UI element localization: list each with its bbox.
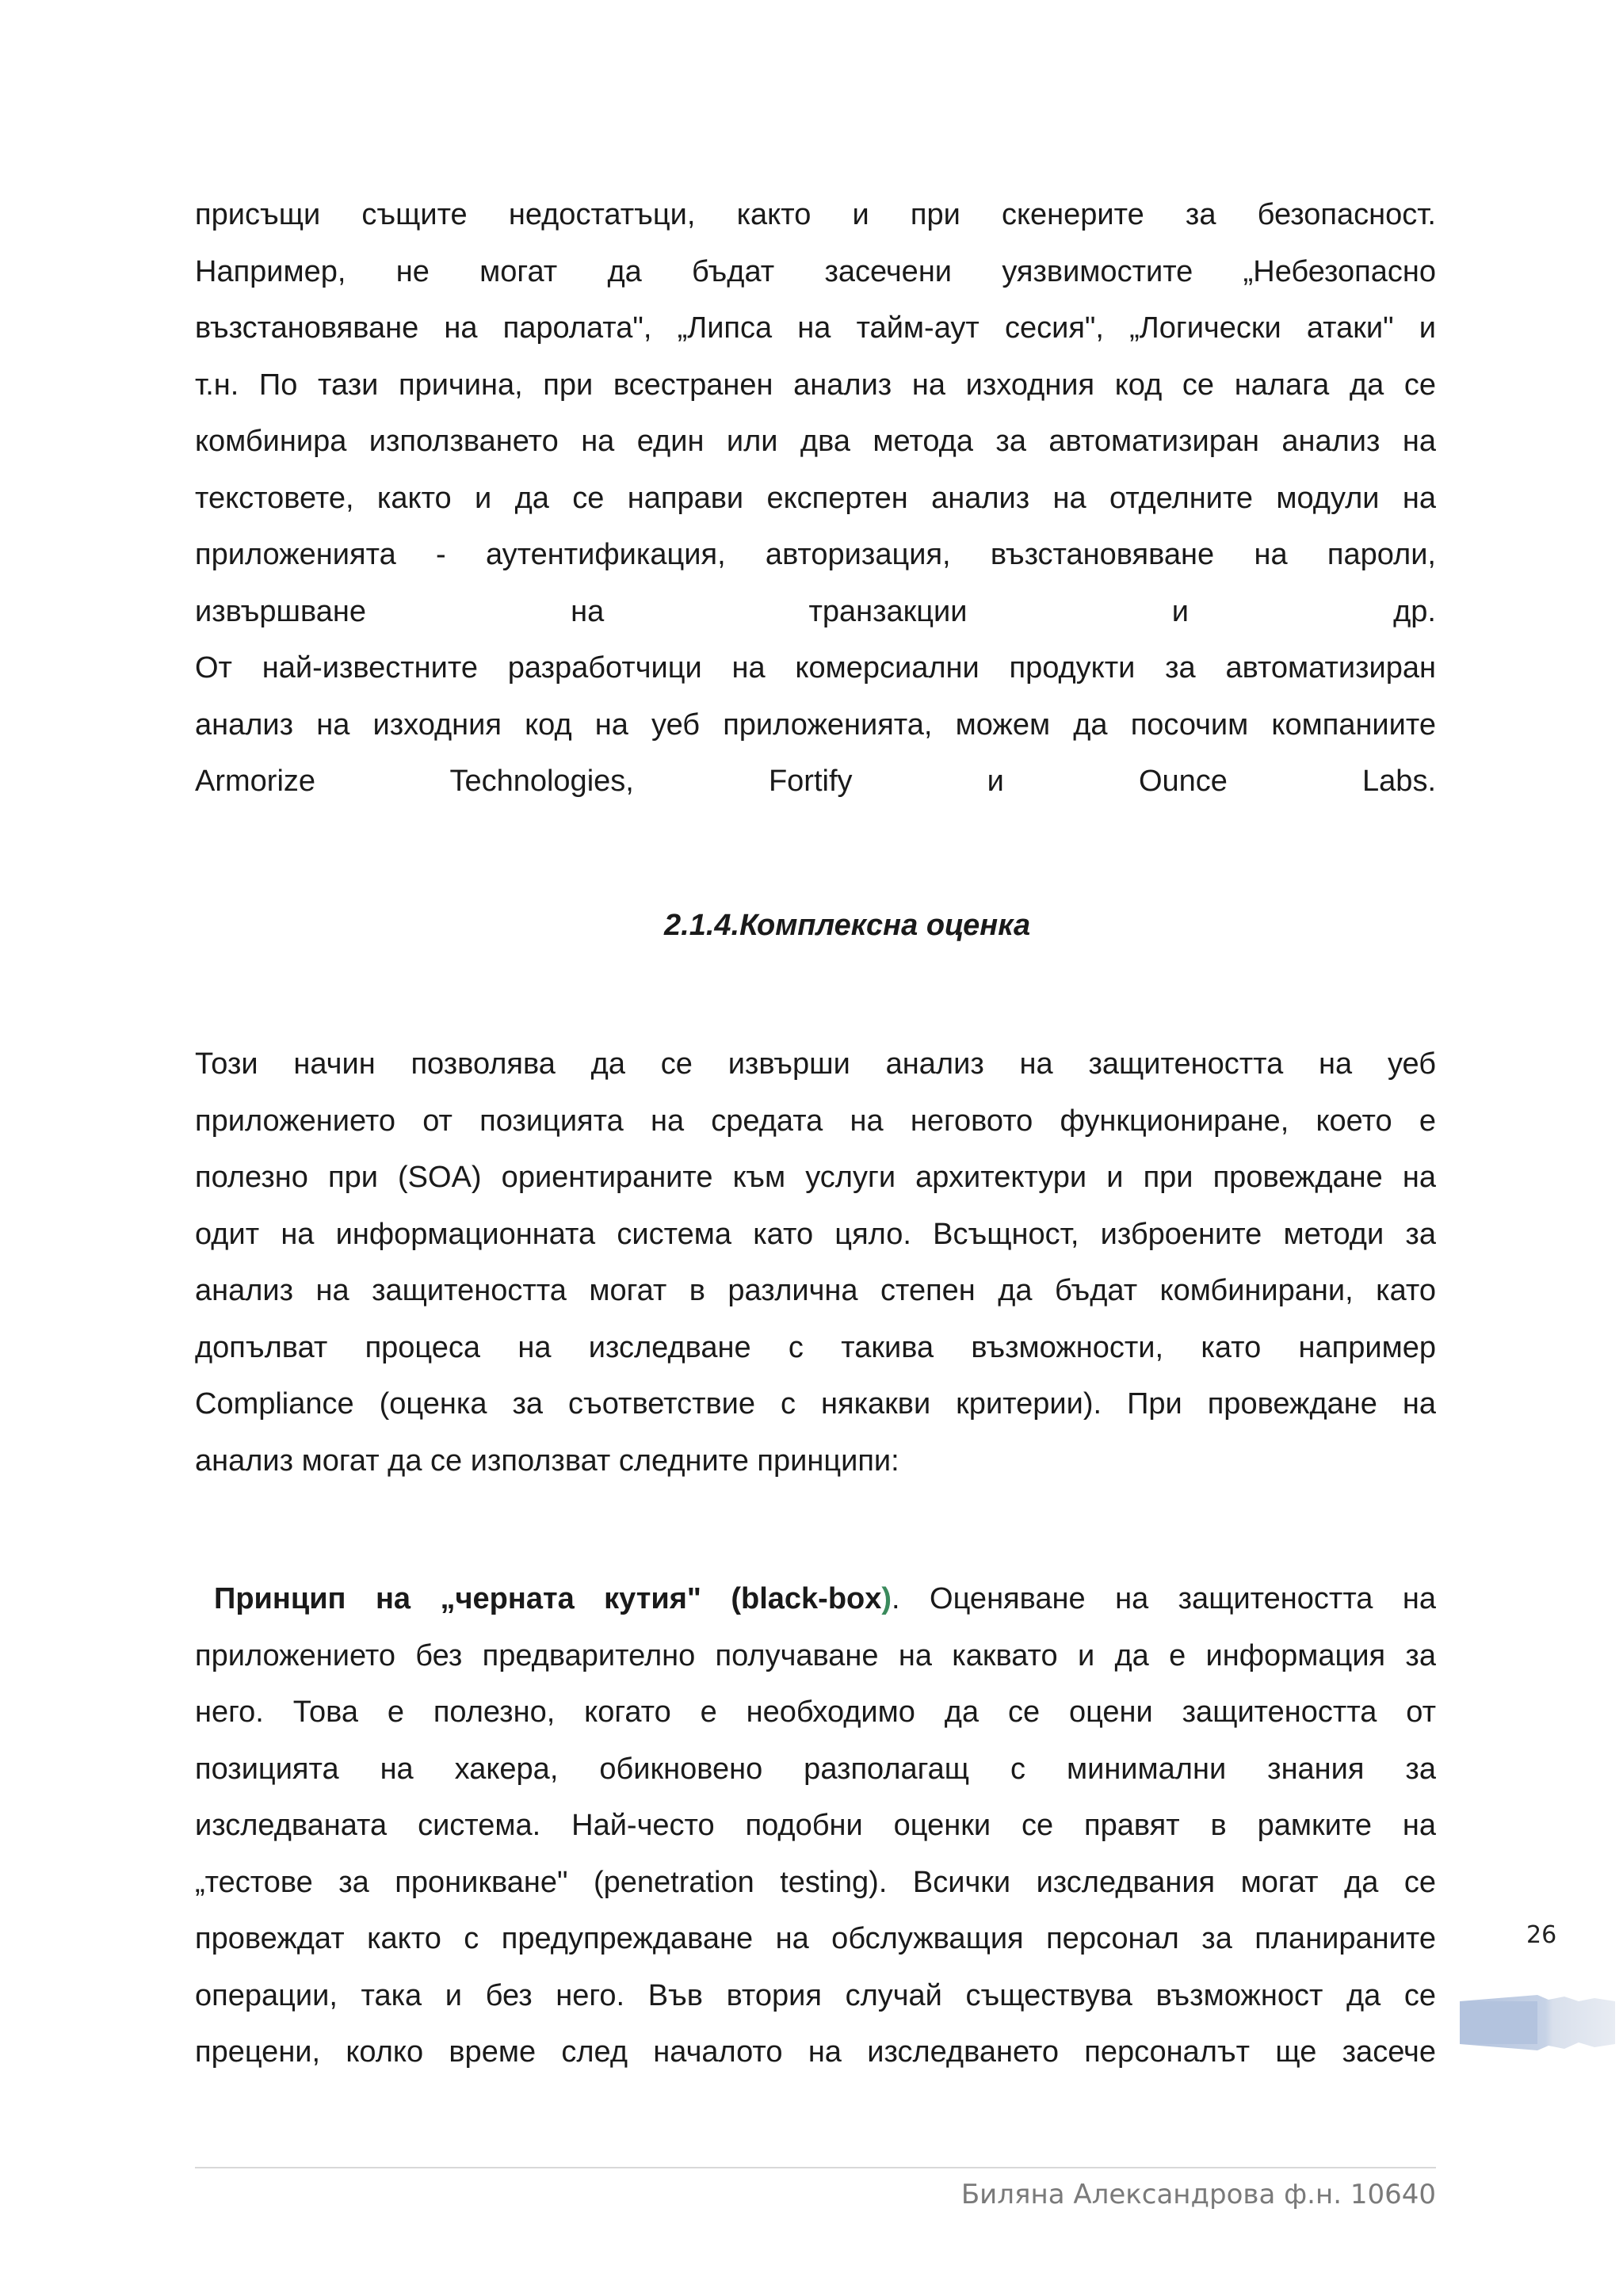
text-line: допълват процеса на изследване с такива възможности, като например [195, 1330, 1436, 1364]
text-line: „тестове за проникване" (penetration testing). Всички изследвания могат да се [195, 1865, 1436, 1899]
text-line: одит на информационната система като цяло. Всъщност, изброените методи за [195, 1217, 1436, 1251]
section-heading-text: 2.1.4.Комплексна оценка [664, 909, 1031, 942]
text-line: Armorize Technologies, Fortify и Ounce Labs. [195, 765, 1436, 798]
text-line: позицията на хакера, обикновено разполагащ с минимални знания за [195, 1752, 1436, 1786]
text-fragment: . Оценяване на защитеността на [892, 1582, 1436, 1615]
text-line: Например, не могат да бъдат засечени уязвимостите „Небезопасно [195, 254, 1436, 288]
text-line: От най-известните разработчици на комерсиални продукти за автоматизиран [195, 651, 1436, 685]
text-line: Compliance (оценка за съответствие с някакви критерии). При провеждане на [195, 1387, 1436, 1421]
text-line: Този начин позволява да се извърши анализ на защитеността на уеб [195, 1047, 1436, 1081]
text-line: възстановяване на паролата", „Липса на тайм-аут сесия", „Логически атаки" и [195, 311, 1436, 345]
text-line: анализ на защитеността могат в различна степен да бъдат комбинирани, като [195, 1274, 1436, 1307]
text-line: приложението без предварително получаване на каквато и да е информация за [195, 1638, 1436, 1672]
paragraph-2 [195, 1036, 1436, 1489]
paragraph-2-text [195, 1036, 1436, 1489]
footer-author: Биляна Александрова ф.н. 10640 [960, 2179, 1436, 2210]
text-line: полезно при (SOA) ориентираните към услуги архитектури и при провеждане на [195, 1161, 1436, 1194]
principle-title: Принцип на „черната кутия" (black-box [214, 1582, 882, 1615]
paragraph-3-text [195, 1571, 1436, 2081]
text-line: приложенията - аутентификация, авторизация, възстановяване на пароли, [195, 538, 1436, 571]
text-line: провеждат както с предупреждаване на обслужващия персонал за планираните [195, 1922, 1436, 1955]
text-line: приложението от позицията на средата на неговото функциониране, което е [195, 1104, 1436, 1138]
page-tab-decoration [1460, 1995, 1615, 2050]
text-line: него. Това е полезно, когато е необходимо да се оцени защитеността от [195, 1695, 1436, 1729]
text-line: анализ могат да се използват следните принципи: [195, 1444, 899, 1478]
paragraph-1 [195, 187, 1436, 810]
text-line-first [195, 1571, 1436, 1628]
text-line: текстовете, както и да се направи експертен анализ на отделните модули на [195, 481, 1436, 515]
principle-title-close: ) [881, 1582, 892, 1615]
footer-divider [195, 2167, 1436, 2168]
paragraph-3 [195, 1571, 1436, 2081]
text-line: извършване на транзакции и др. [195, 594, 1436, 628]
text-line: прецени, колко време след началото на изследването персоналът ще засече [195, 2035, 1436, 2069]
paragraph-1-text [195, 187, 1436, 810]
page-number: 26 [1526, 1921, 1557, 1949]
text-line: анализ на изходния код на уеб приложенията, можем да посочим компаниите [195, 707, 1436, 742]
text-line: изследваната система. Най-често подобни оценки се правят в рамките на [195, 1809, 1436, 1842]
text-line: присъщи същите недостатъци, както и при скенерите за безопасност. [195, 198, 1436, 231]
text-line: комбинира използването на един или два метода за автоматизиран анализ на [195, 425, 1436, 458]
text-line: операции, така и без него. Във втория случай съществува възможност да се [195, 1978, 1436, 2012]
text-line: т.н. По тази причина, при всестранен анализ на изходния код се налага да се [195, 368, 1436, 402]
